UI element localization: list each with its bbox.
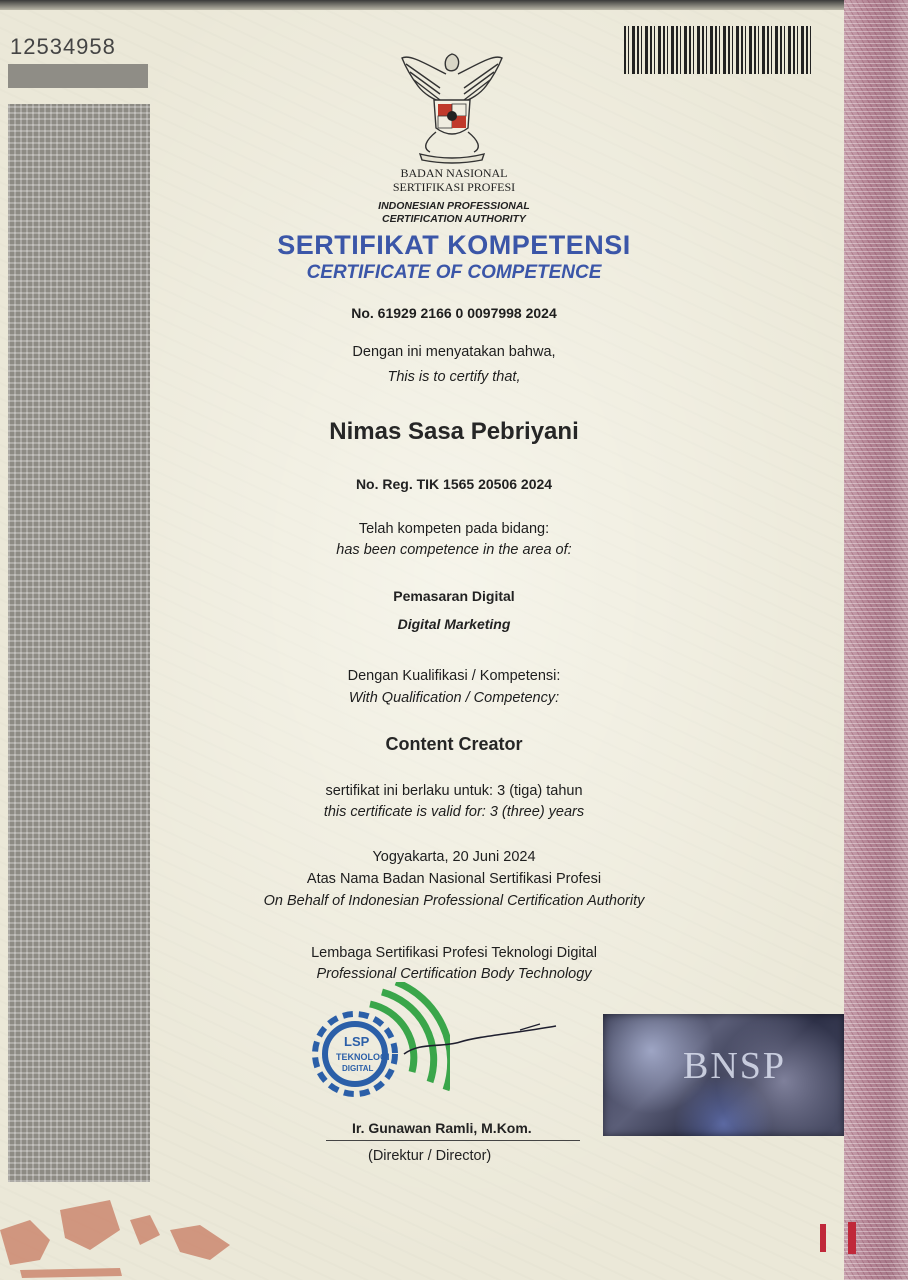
on-behalf: Atas Nama Badan Nasional Sertifikasi Profesi: [306, 871, 602, 887]
certificate-number: No. 61929 2166 0 0097998 2024: [351, 305, 557, 321]
competence-area-en: Digital Marketing: [397, 616, 511, 632]
validity: sertifikat ini berlaku untuk: 3 (tiga) tahun: [325, 783, 583, 799]
issuer-name-en-line1: INDONESIAN PROFESSIONAL: [378, 200, 530, 212]
signatory-name: Ir. Gunawan Ramli, M.Kom.: [352, 1120, 532, 1136]
indonesia-map-watermark: [0, 1190, 240, 1280]
director-signature: [400, 1012, 560, 1062]
place-date: Yogyakarta, 20 Juni 2024: [372, 849, 536, 865]
issuer-name-en-line2: CERTIFICATION AUTHORITY: [382, 213, 526, 225]
area-intro: Telah kompeten pada bidang:: [358, 521, 550, 537]
barcode: [624, 26, 814, 74]
issuer-name: [150, 166, 758, 194]
competence-area: Pemasaran Digital: [393, 588, 515, 604]
garuda-emblem-icon: [396, 44, 508, 164]
top-edge-shadow: [0, 0, 908, 10]
left-security-strip: [8, 104, 150, 1182]
signatory-role: (Direktur / Director): [368, 1148, 492, 1164]
lsp-logo-text3: DIGITAL: [342, 1064, 374, 1073]
left-grey-bar: [8, 64, 148, 88]
certification-body-en: Professional Certification Body Technology: [316, 966, 592, 982]
lsp-logo-text: LSP: [344, 1034, 370, 1049]
issuer-name-en: [150, 200, 758, 226]
area-intro-en: has been competence in the area of:: [336, 542, 572, 558]
on-behalf-en: On Behalf of Indonesian Professional Certification Authority: [263, 893, 645, 909]
certificate-title: SERTIFIKAT KOMPETENSI: [277, 230, 631, 260]
lsp-logo-text2: TEKNOLOGI: [336, 1052, 390, 1062]
holder-name: Nimas Sasa Pebriyani: [329, 418, 579, 445]
qualification-intro: Dengan Kualifikasi / Kompetensi:: [347, 668, 561, 684]
statement-en: This is to certify that,: [387, 369, 521, 385]
registration-number: No. Reg. TIK 1565 20506 2024: [355, 476, 553, 492]
hologram-text: BNSP: [683, 1045, 787, 1087]
issuer-name-line1: BADAN NASIONAL: [400, 166, 508, 180]
signature-line: [326, 1140, 580, 1141]
issuer-name-line2: SERTIFIKASI PROFESI: [392, 180, 516, 194]
validity-en: this certificate is valid for: 3 (three) years: [323, 804, 585, 820]
bnsp-hologram: [603, 1014, 844, 1136]
statement: Dengan ini menyatakan bahwa,: [352, 344, 556, 360]
certification-body: Lembaga Sertifikasi Profesi Teknologi Digital: [311, 945, 597, 961]
qualification: Content Creator: [385, 734, 523, 754]
certificate-title-en: CERTIFICATE OF COMPETENCE: [306, 262, 602, 283]
red-security-marks: [816, 1218, 866, 1258]
qualification-intro-en: With Qualification / Competency:: [348, 690, 560, 706]
right-security-border: [844, 0, 908, 1280]
serial-number: 12534958: [10, 34, 116, 59]
